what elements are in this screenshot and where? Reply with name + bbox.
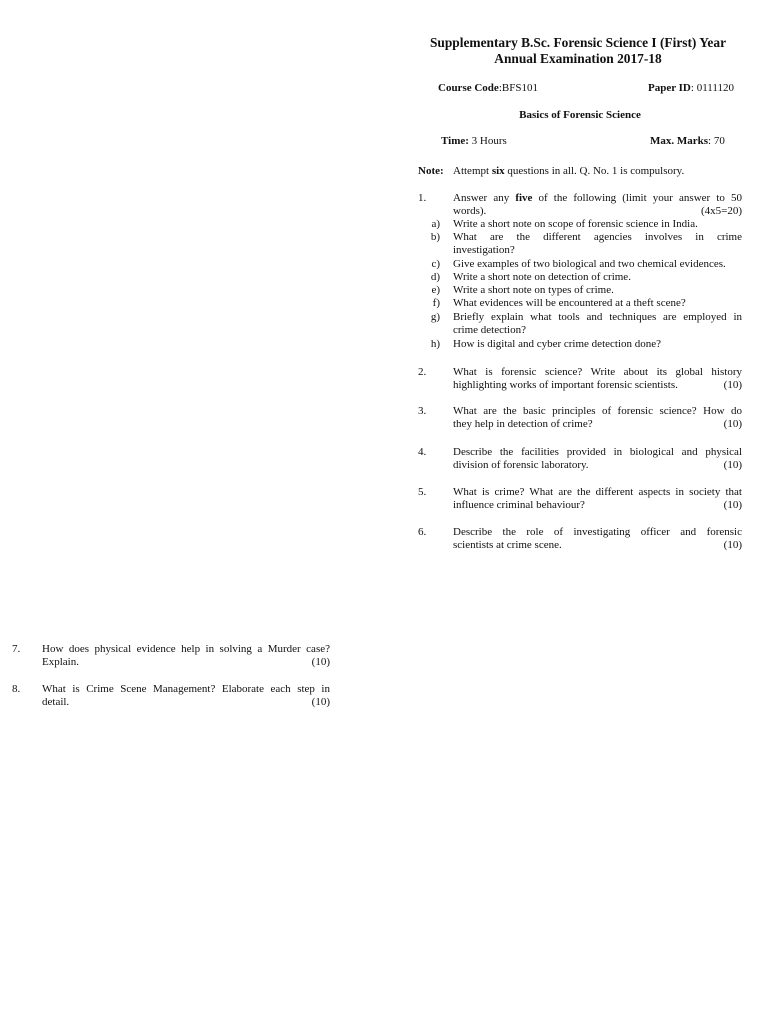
question-line1: What is forensic science? Write about its global history: [453, 366, 742, 378]
question-line2-row: [453, 499, 742, 512]
question-line1: Describe the facilities provided in biological and physical: [453, 446, 742, 458]
subquestion-item: [453, 218, 742, 231]
question-number: 4.: [418, 446, 427, 458]
time-value: 3 Hours: [468, 135, 507, 147]
note-bold-word: six: [491, 165, 505, 177]
exam-title: Supplementary B.Sc. Forensic Science I (First) Year: [429, 35, 727, 50]
time-label: Time:: [441, 135, 469, 147]
subquestion-letter: f): [432, 297, 440, 309]
subquestion-line1: Briefly explain what tools and techniques are employed in: [453, 311, 742, 323]
subquestion-item: [453, 258, 742, 271]
question-number: 8.: [12, 683, 21, 695]
question-line2: they help in detection of crime?: [453, 418, 593, 430]
exam-subtitle: Annual Examination 2017-18: [494, 51, 662, 66]
paper-id-value: : 0111120: [690, 82, 734, 94]
question-marks: (10): [723, 418, 742, 430]
subquestion-letter: a): [431, 218, 440, 230]
question-marks: (10): [311, 696, 330, 708]
subquestion-item: [453, 284, 742, 297]
question-item: [42, 683, 330, 709]
subquestion-letter: c): [431, 258, 440, 270]
max-marks: [650, 135, 725, 148]
q1-number: 1.: [418, 192, 427, 204]
subquestion-item: [453, 231, 742, 257]
question-item: [453, 405, 742, 431]
question-line2-row: [453, 379, 742, 392]
subquestion-line1: How is digital and cyber crime detection done?: [453, 338, 662, 350]
q1-intro: [453, 192, 742, 218]
q1-line2-text: words).: [453, 205, 487, 217]
q1-line1-after: of the following (limit your answer to 50: [532, 192, 742, 204]
course-code: [438, 82, 538, 95]
subquestion-line1: What are the different agencies involves in crime: [453, 231, 742, 243]
question-line2-row: [453, 459, 742, 472]
question-line2: influence criminal behaviour?: [453, 499, 585, 511]
question-marks: (10): [723, 459, 742, 471]
subquestion-item: [453, 271, 742, 284]
subquestion-item: [453, 297, 742, 310]
time: [441, 135, 507, 148]
question-item: [453, 486, 742, 512]
q1-line1-before: Answer any: [453, 192, 516, 204]
question-line2-row: [42, 696, 330, 709]
subquestion-line1: Write a short note on detection of crime.: [453, 271, 631, 283]
question-number: 3.: [418, 405, 427, 417]
question-marks: (10): [723, 379, 742, 391]
paper-id: [648, 82, 734, 95]
subquestion-item: [453, 311, 742, 337]
question-number: 6.: [418, 526, 427, 538]
question-line1: Describe the role of investigating officer and forensic: [453, 526, 742, 538]
subquestion-letter: h): [430, 338, 440, 350]
subquestion-item: [453, 338, 742, 351]
question-line2: scientists at crime scene.: [453, 539, 562, 551]
note-text-before: Attempt: [453, 165, 492, 177]
course-code-value: :BFS101: [498, 82, 538, 94]
question-number: 2.: [418, 366, 427, 378]
question-line2: highlighting works of important forensic scientists.: [453, 379, 678, 391]
subquestion-letter: e): [431, 284, 440, 296]
question-line1: What is Crime Scene Management? Elaborate each step in: [42, 683, 330, 695]
question-line2-row: [453, 418, 742, 431]
question-line1: What is crime? What are the different aspects in society that: [453, 486, 742, 498]
q1-line2: [453, 205, 742, 218]
question-number: 7.: [12, 643, 21, 655]
question-item: [42, 643, 330, 669]
question-line2-row: [42, 656, 330, 669]
note-text-after: questions in all. Q. No. 1 is compulsory.: [504, 165, 685, 177]
subquestion-letter: d): [430, 271, 440, 283]
subject-title: Basics of Forensic Science: [519, 109, 641, 121]
q1-line1: [453, 192, 742, 205]
subquestion-line1: Write a short note on scope of forensic science in India.: [453, 218, 698, 230]
question-item: [453, 366, 742, 392]
subquestion-line1: What evidences will be encountered at a theft scene?: [453, 297, 686, 309]
question-marks: (10): [723, 499, 742, 511]
question-number: 5.: [418, 486, 427, 498]
subquestion-line2: crime detection?: [453, 324, 526, 336]
question-line1: What are the basic principles of forensic science? How do: [453, 405, 742, 417]
note-text: [453, 165, 684, 178]
course-code-label: Course Code: [438, 82, 499, 94]
question-line2: Explain.: [42, 656, 79, 668]
subquestion-line1: Give examples of two biological and two chemical evidences.: [453, 258, 726, 270]
question-item: [453, 526, 742, 552]
max-marks-value: : 70: [708, 135, 725, 147]
q1-marks: (4x5=20): [700, 205, 742, 217]
question-line2-row: [453, 539, 742, 552]
question-line2: detail.: [42, 696, 70, 708]
question-item: [453, 446, 742, 472]
subquestion-line2: investigation?: [453, 244, 515, 256]
question-line2: division of forensic laboratory.: [453, 459, 589, 471]
question-marks: (10): [311, 656, 330, 668]
question-line1: How does physical evidence help in solving a Murder case?: [42, 643, 330, 655]
q1-line1-bold: five: [515, 192, 533, 204]
subquestion-letter: b): [430, 231, 440, 243]
note-label: Note:: [418, 165, 444, 177]
subquestion-line1: Write a short note on types of crime.: [453, 284, 614, 296]
subquestion-letter: g): [430, 311, 440, 323]
max-marks-label: Max. Marks: [650, 135, 709, 147]
question-marks: (10): [723, 539, 742, 551]
paper-id-label: Paper ID: [648, 82, 691, 94]
